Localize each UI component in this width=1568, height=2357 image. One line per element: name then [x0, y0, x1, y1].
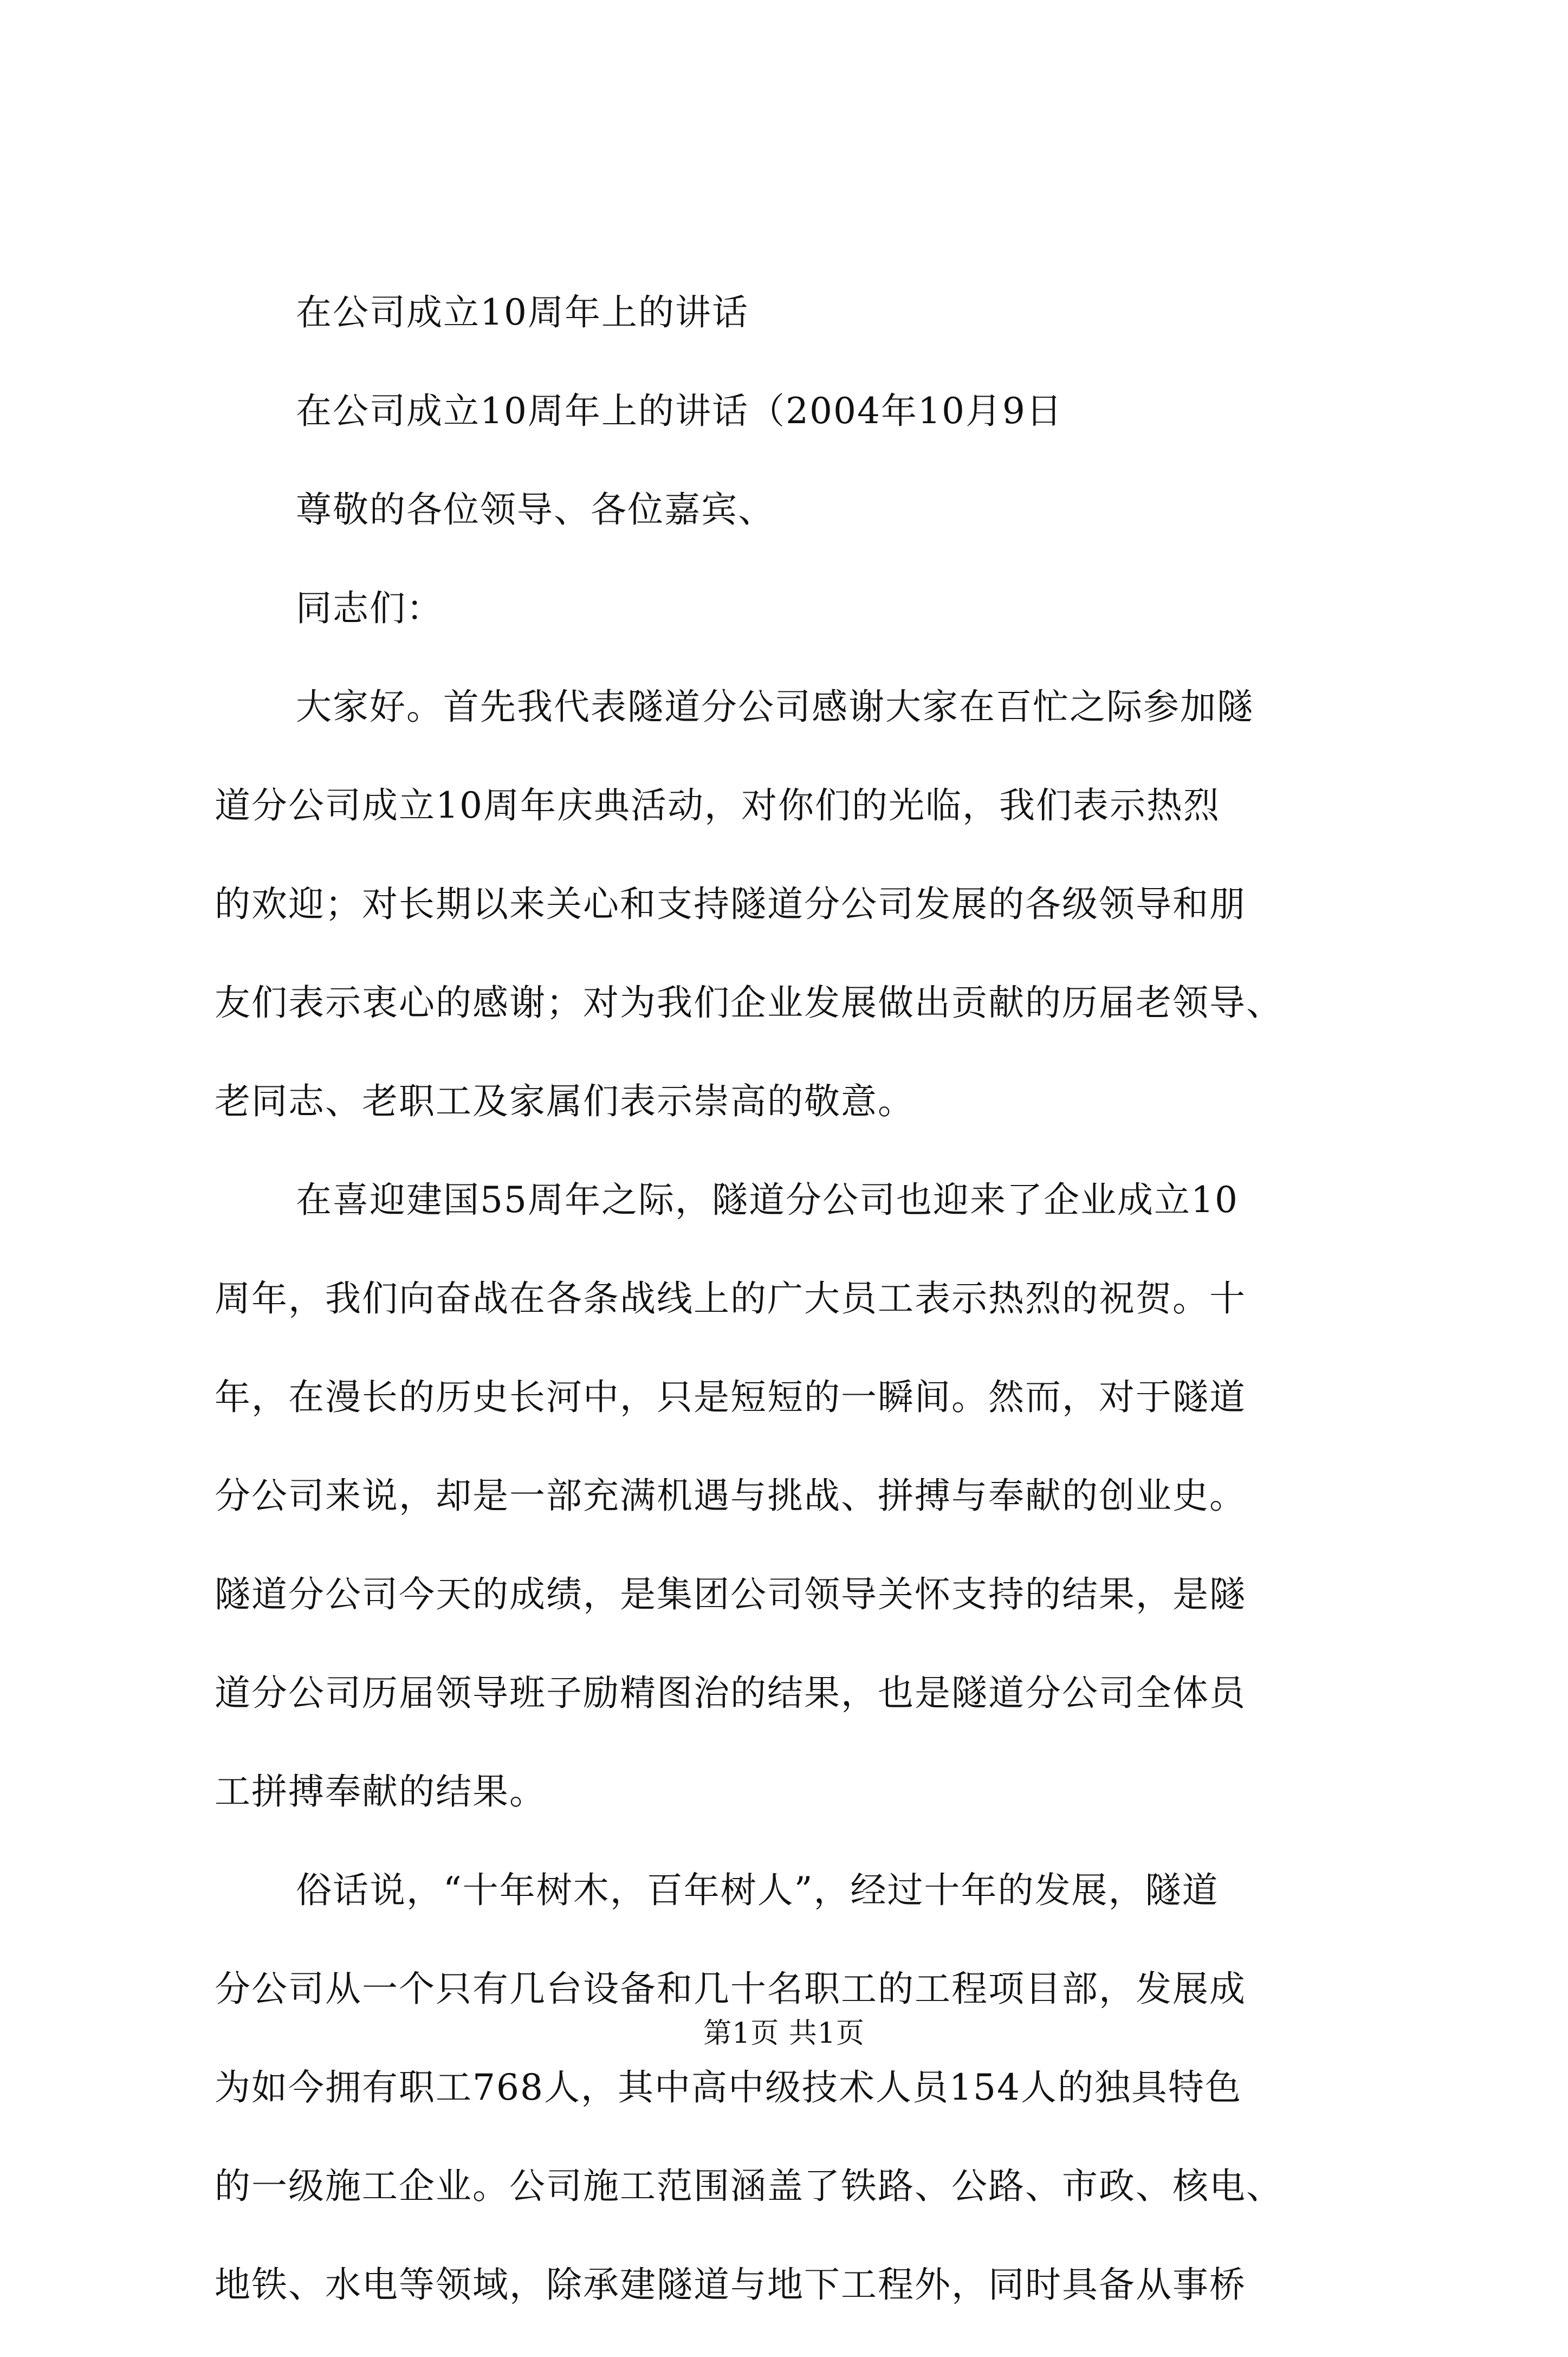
paragraph-1-line-5: 老同志、老职工及家属们表示崇高的敬意。	[215, 1080, 915, 1122]
paragraph-3-line-3: 为如今拥有职工768人，其中高中级技术人员154人的独具特色	[215, 2067, 1242, 2108]
paragraph-2-line-2: 周年，我们向奋战在各条战线上的广大员工表示热烈的祝贺。十	[215, 1278, 1246, 1319]
paragraph-2-line-3: 年，在漫长的历史长河中，只是短短的一瞬间。然而，对于隧道	[215, 1376, 1246, 1418]
paragraph-3-line-4: 的一级施工企业。公司施工范围涵盖了铁路、公路、市政、核电、	[215, 2165, 1283, 2207]
paragraph-3-line-1: 俗话说，“十年树木，百年树人”，经过十年的发展，隧道	[296, 1869, 1219, 1911]
paragraph-1-line-2: 道分公司成立10周年庆典活动，对你们的光临，我们表示热烈	[215, 785, 1220, 826]
paragraph-1-line-1: 大家好。首先我代表隧道分公司感谢大家在百忙之际参加隧	[296, 686, 1254, 728]
paragraph-2-line-4: 分公司来说，却是一部充满机遇与挑战、拼搏与奉献的创业史。	[215, 1475, 1246, 1517]
page-number-label: 第1页 共1页	[703, 2017, 865, 2050]
paragraph-1-line-3: 的欢迎；对长期以来关心和支持隧道分公司发展的各级领导和朋	[215, 883, 1246, 925]
document-subtitle: 在公司成立10周年上的讲话（2004年10月9日	[296, 390, 1063, 432]
paragraph-2-line-1: 在喜迎建国55周年之际，隧道分公司也迎来了企业成立10	[296, 1179, 1239, 1221]
paragraph-2-line-6: 道分公司历届领导班子励精图治的结果，也是隧道分公司全体员	[215, 1672, 1246, 1714]
paragraph-1-line-4: 友们表示衷心的感谢；对为我们企业发展做出贡献的历届老领导、	[215, 982, 1283, 1024]
paragraph-3-line-2: 分公司从一个只有几台设备和几十名职工的工程项目部，发展成	[215, 1968, 1246, 2010]
page-footer	[0, 2015, 1568, 2052]
paragraph-2-line-7: 工拼搏奉献的结果。	[215, 1771, 546, 1812]
document-title: 在公司成立10周年上的讲话	[296, 292, 749, 333]
salutation-line-2: 同志们：	[296, 587, 443, 629]
paragraph-3-line-5: 地铁、水电等领域，除承建隧道与地下工程外，同时具备从事桥	[215, 2264, 1246, 2306]
paragraph-2-line-5: 隧道分公司今天的成绩，是集团公司领导关怀支持的结果，是隧	[215, 1574, 1246, 1615]
salutation-line-1: 尊敬的各位领导、各位嘉宾、	[296, 489, 775, 530]
